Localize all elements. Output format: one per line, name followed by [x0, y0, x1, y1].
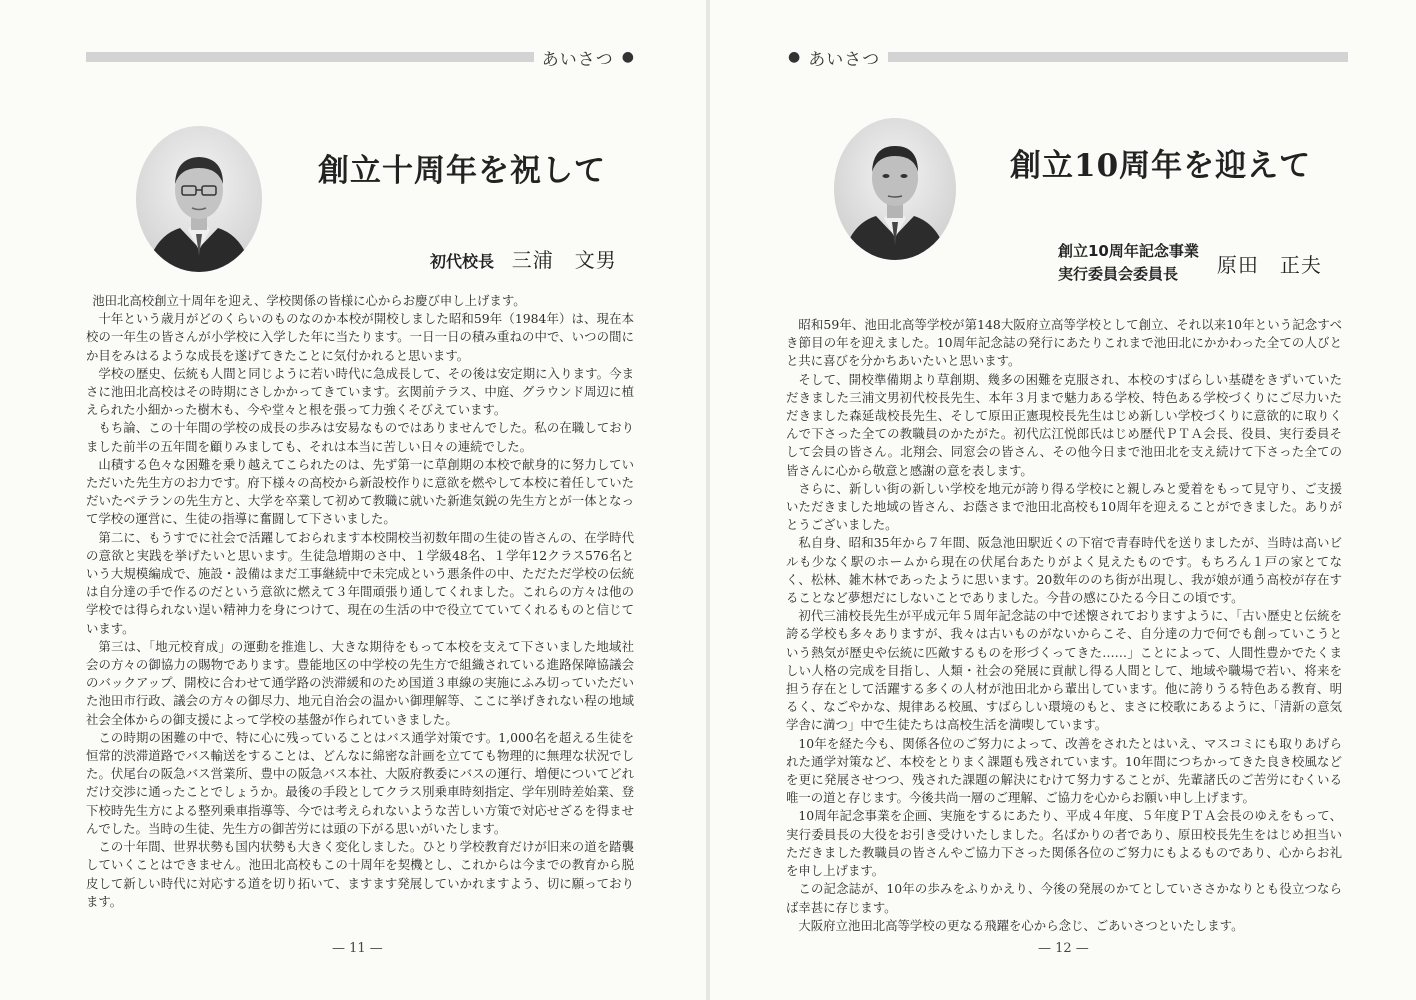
section-header [86, 44, 634, 70]
author-role: 初代校長 [430, 252, 495, 271]
bullet-icon: ● [788, 49, 801, 65]
header-bar [86, 52, 534, 62]
article-body [786, 316, 1355, 935]
author-byline [1058, 240, 1322, 286]
paragraph: 第二に、もうすでに社会で活躍しておられます本校開校当初数年間の生徒の皆さんの、在学時代の意欲と実践を挙げたいと思います。生徒急増期のさ中、１学級48名、１学年12クラス576名という大規模編成で、施設・設備はまだ工事継続中で未完成という悪条件の中、ただただ学校の伝統は自分達の手で作るのだという意欲に燃えて３年間頑張り通してくれました。これらの方々は他の学校では得られない逞い精神力を身につけて、現在の生活の中で役立てていてくれるものと信じています。 [86, 529, 634, 636]
author-byline [430, 244, 617, 273]
portrait-photo [136, 126, 262, 272]
page-number: — 12 — [1038, 941, 1089, 956]
paragraph: この十年間、世界状勢も国内状勢も大きく変化しました。ひとり学校教育だけが旧来の道を踏襲していくことはできません。池田北高校もこの十周年を契機とし、これからは今までの教育から脱皮して新しい時代に対応する道を切り拓いて、ますます発展していかれますよう、切に願っております。 [86, 839, 634, 909]
page-title: 創立十周年を祝して [318, 153, 606, 189]
paragraph: 初代三浦校長先生が平成元年５周年記念誌の中で述懐されておりますように、「古い歴史と伝統を誇る学校も多々ありますが、我々は古いものがないからこそ、自分達の力で何でも創っていこうという熱気が歴史や伝統に匹敵するものを形づくってきた……」ことによって、人間性豊かでたくましい人格の完成を目指し、人類・社会の発展に貢献し得る人間として、地域や職場で若い、将来を担う存在として活躍する多くの人材が池田北から輩出しています。他に誇りうる特色ある教育、明るく、なごやかな、規律ある校風、すばらしい環境のもと、まさに校歌にあるように、「清新の意気 学舎に満つ」中で生徒たちは高校生活を満喫しています。 [786, 608, 1355, 733]
paragraph: 第三は、「地元校育成」の運動を推進し、大きな期待をもって本校を支えて下さいました地域社会の方々の御協力の賜物であります。豊能地区の中学校の先生方で組織されている進路保障協議会のバックアップ、開校に合わせて通学路の渋滞緩和のため国道３車線の実施にふみ切っていただいた池田市行政、議会の方々の御尽力、地元自治会の温かい御理解等、ここに挙げきれない程の地域社会全体からの御支援によって学校の基盤が作られていきました。 [86, 638, 634, 727]
paragraph: そして、開校準備期より草創期、幾多の困難を克服され、本校のすばらしい基礎をきずいていただきました三浦文男初代校長先生、本年３月まで魅力ある学校、特色ある学校づくりにご尽力いただきました森延哉校長先生、そして原田正憲現校長先生はじめ新しい学校づくりに意欲的に取りくんで下さった全ての教職員のかたがた。初代広江悦郎氏はじめ歴代ＰＴＡ会長、役員、実行委員そして会員の皆さん。北翔会、同窓会の皆さん、その他今日まで池田北を支え続けて下さった全ての皆さんに心から敬意と感謝の意を表します。 [786, 371, 1342, 478]
paragraph: 山積する色々な困難を乗り越えてこられたのは、先ず第一に草創期の本校で献身的に努力していただいた先生方のお力です。府下様々の高校から新設校作りに意欲を燃やして本校に着任していただいたベテランの先生方と、大学を卒業して初めて教職に就いた新進気鋭の先生方とが一体となって学校の運営に、生徒の指導に奮闘して下さいました。 [86, 456, 634, 527]
article-body [86, 292, 634, 911]
paragraph: 学校の歴史、伝統も人間と同じように若い時代に急成長して、その後は安定期に入ります。今まさに池田北高校はその時期にさしかかってきています。玄関前テラス、中庭、グラウンド周辺に植えられた小細かった樹木も、今や堂々と根を張って力強くそびえています。 [86, 365, 634, 418]
paragraph: 昭和59年、池田北高等学校が第148大阪府立高等学校として創立、それ以来10年という記念すべき節目の年を迎えました。10周年記念誌の発行にあたりこれまで池田北にかかわった全ての人びとと共に喜びを分かちあいたいと思います。 [786, 317, 1342, 369]
header-bar [888, 52, 1348, 62]
paragraph: さらに、新しい街の新しい学校を地元が誇り得る学校にと親しみと愛着をもって見守り、ご支援いただきました地域の皆さん、お蔭さまで池田北高校も10周年を迎えることができました。ありがとうございました。 [786, 480, 1342, 533]
page-number: — 11 — [332, 941, 383, 956]
paragraph: 池田北高校創立十周年を迎え、学校関係の皆様に心からお慶び申し上げます。 [92, 293, 526, 308]
paragraph: 大阪府立池田北高等学校の更なる飛躍を心から念じ、ごあいさつといたします。 [798, 917, 1244, 933]
paragraph: 10周年記念事業を企画、実施をするにあたり、平成４年度、５年度ＰＴＡ会長のゆえをもって、実行委員長の大役をお引き受けいたしました。名ばかりの者であり、原田校長先生をはじめ担当いただきました教職員の皆さんやご協力下さった関係各位のご努力にもよるものであり、心からお礼を申し上げます。 [786, 808, 1342, 879]
paragraph: この時期の困難の中で、特に心に残っていることはバス通学対策です。1,000名を超える生徒を恒常的渋滞道路でバス輸送をすることは、どんなに綿密な計画を立てても物理的に無理な状況でした。伏尾台の阪急バス営業所、豊中の阪急バス本社、大阪府教委にバスの運行、増便についてどれだけ交渉に通ったことでしょうか。最後の手段としてクラス別乗車時刻指定、学年別時差始業、登下校時先生方による整列乗車指導等、今では考えられないような苦しい方策で対応せざるを得ませんでした。当時の生徒、先生方の御苦労には頭の下がる思いがいたします。 [86, 729, 634, 836]
paragraph: 十年という歳月がどのくらいのものなのか本校が開校しました昭和59年（1984年）は、現在本校の一年生の皆さんが小学校に入学した年に当たります。一日一日の積み重ねの中で、いつの間にか目をみはるような成長を遂げてきたことに気付かれると思います。 [86, 311, 634, 363]
author-name: 原田 正夫 [1216, 252, 1322, 277]
author-name: 三浦 文男 [511, 248, 617, 272]
author-role-line: 実行委員会委員長 [1058, 265, 1179, 283]
bullet-icon: ● [621, 49, 634, 65]
portrait-photo [834, 118, 956, 260]
author-role [1058, 240, 1199, 286]
left-page [0, 0, 706, 1000]
right-page [710, 0, 1416, 1000]
section-header-label: あいさつ [541, 49, 614, 70]
page-title: 創立10周年を迎えて [1010, 148, 1312, 184]
paragraph: 私自身、昭和35年から７年間、阪急池田駅近くの下宿で青春時代を送りましたが、当時は高いビルも少なく駅のホームから現在の伏尾台あたりがよく見えたものです。もちろん１戸の家とてなく、松林、雑木林であったように思います。20数年ののち街が出現し、我が娘が通う高校が存在することなど夢想だにしないことでありました。今昔の感にひたる今日この頃です。 [786, 535, 1342, 606]
paragraph: 10年を経た今も、関係各位のご努力によって、改善をされたとはいえ、マスコミにも取りあげられた通学対策など、本校をとりまく課題も残されています。10年間につちかってきた良き校風などを更に発展させつつ、残された課題の解決にむけて努力することが、先輩諸氏のご苦労にむくいる唯一の道と存じます。今後共尚一層のご理解、ご協力を心からお願い申し上げます。 [786, 735, 1342, 806]
paragraph: この記念誌が、10年の歩みをふりかえり、今後の発展のかてとしていささかなりとも役立つならば幸甚に存じます。 [786, 881, 1342, 915]
author-role-line: 創立10周年記念事業 [1058, 242, 1199, 260]
section-header [788, 44, 1348, 70]
section-header-label: あいさつ [808, 49, 881, 70]
paragraph: もち論、この十年間の学校の成長の歩みは安易なものではありませんでした。私の在職しておりました前半の五年間を顧りみましても、それは本当に苦しい日々の連続でした。 [86, 420, 634, 454]
